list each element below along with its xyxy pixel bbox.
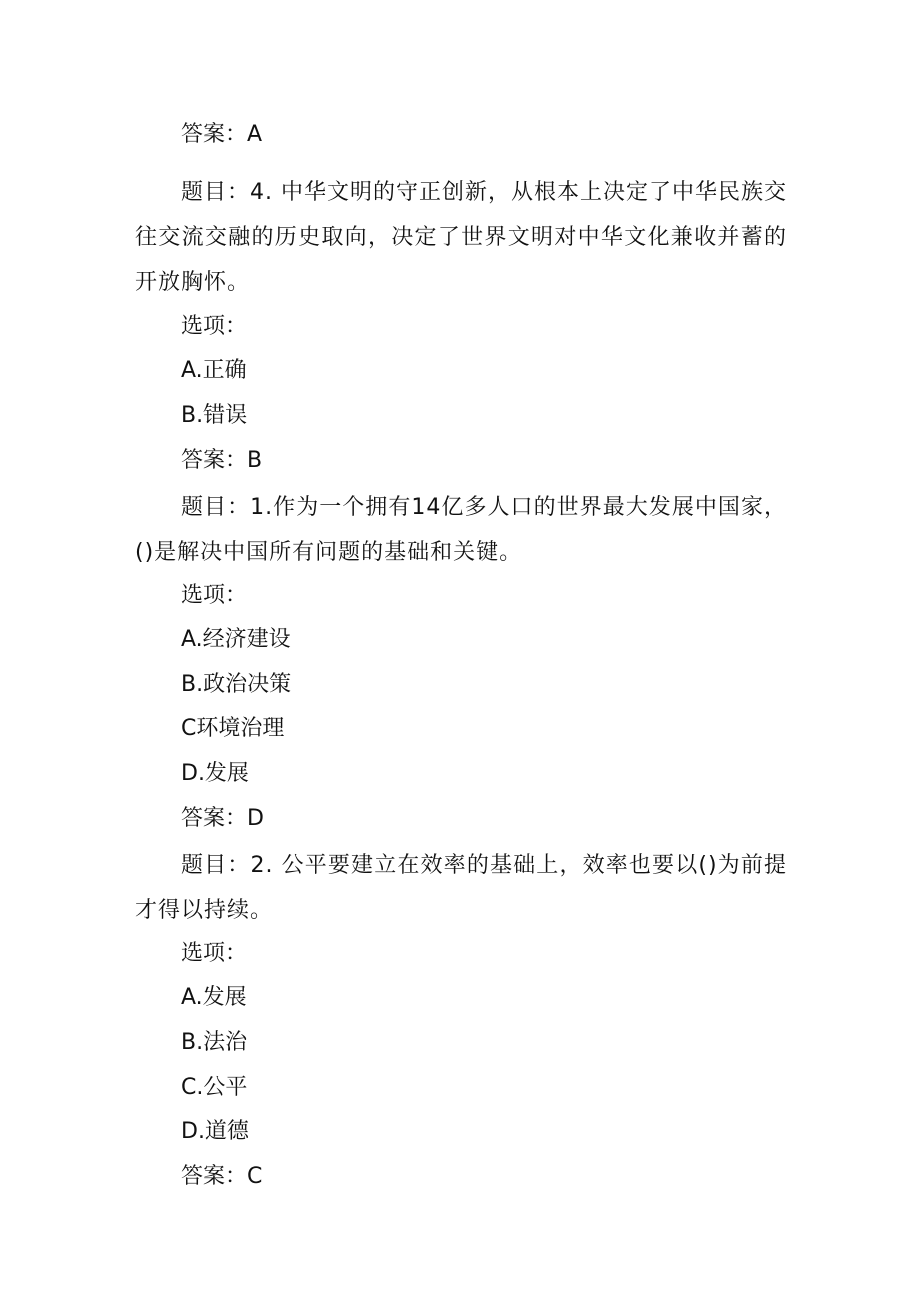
question-1-option-b: B.政治决策: [181, 672, 292, 697]
question-2-option-c: C.公平: [181, 1075, 248, 1100]
question-2-answer: 答案：C: [181, 1164, 263, 1189]
question-4-option-b: B.错误: [181, 403, 248, 428]
question-4-stem: 题目：4. 中华文明的守正创新，从根本上决定了中华民族交往交流交融的历史取向，决定了世界文明对中华文化兼收并蓄的开放胸怀。: [135, 180, 787, 295]
question-4-options-label: 选项：: [181, 314, 248, 339]
question-2-stem: 题目：2. 公平要建立在效率的基础上，效率也要以()为前提才得以持续。: [135, 853, 787, 923]
question-4-answer: 答案：B: [181, 448, 263, 473]
question-2-options-label: 选项：: [181, 941, 248, 966]
previous-answer: 答案：A: [181, 122, 263, 147]
question-2-option-a: A.发展: [181, 985, 247, 1010]
question-1-answer: 答案：D: [181, 806, 264, 831]
question-1-option-a: A.经济建设: [181, 627, 291, 652]
question-1-option-d: D.发展: [181, 761, 249, 786]
question-1-stem: 题目：1.作为一个拥有14亿多人口的世界最大发展中国家，()是解决中国所有问题的基础和关键。: [135, 495, 787, 565]
question-1-options-label: 选项：: [181, 583, 248, 608]
question-2-option-b: B.法治: [181, 1030, 248, 1055]
question-1-option-c: C环境治理: [181, 716, 285, 741]
question-4-option-a: A.正确: [181, 358, 247, 383]
question-2-option-d: D.道德: [181, 1119, 249, 1144]
